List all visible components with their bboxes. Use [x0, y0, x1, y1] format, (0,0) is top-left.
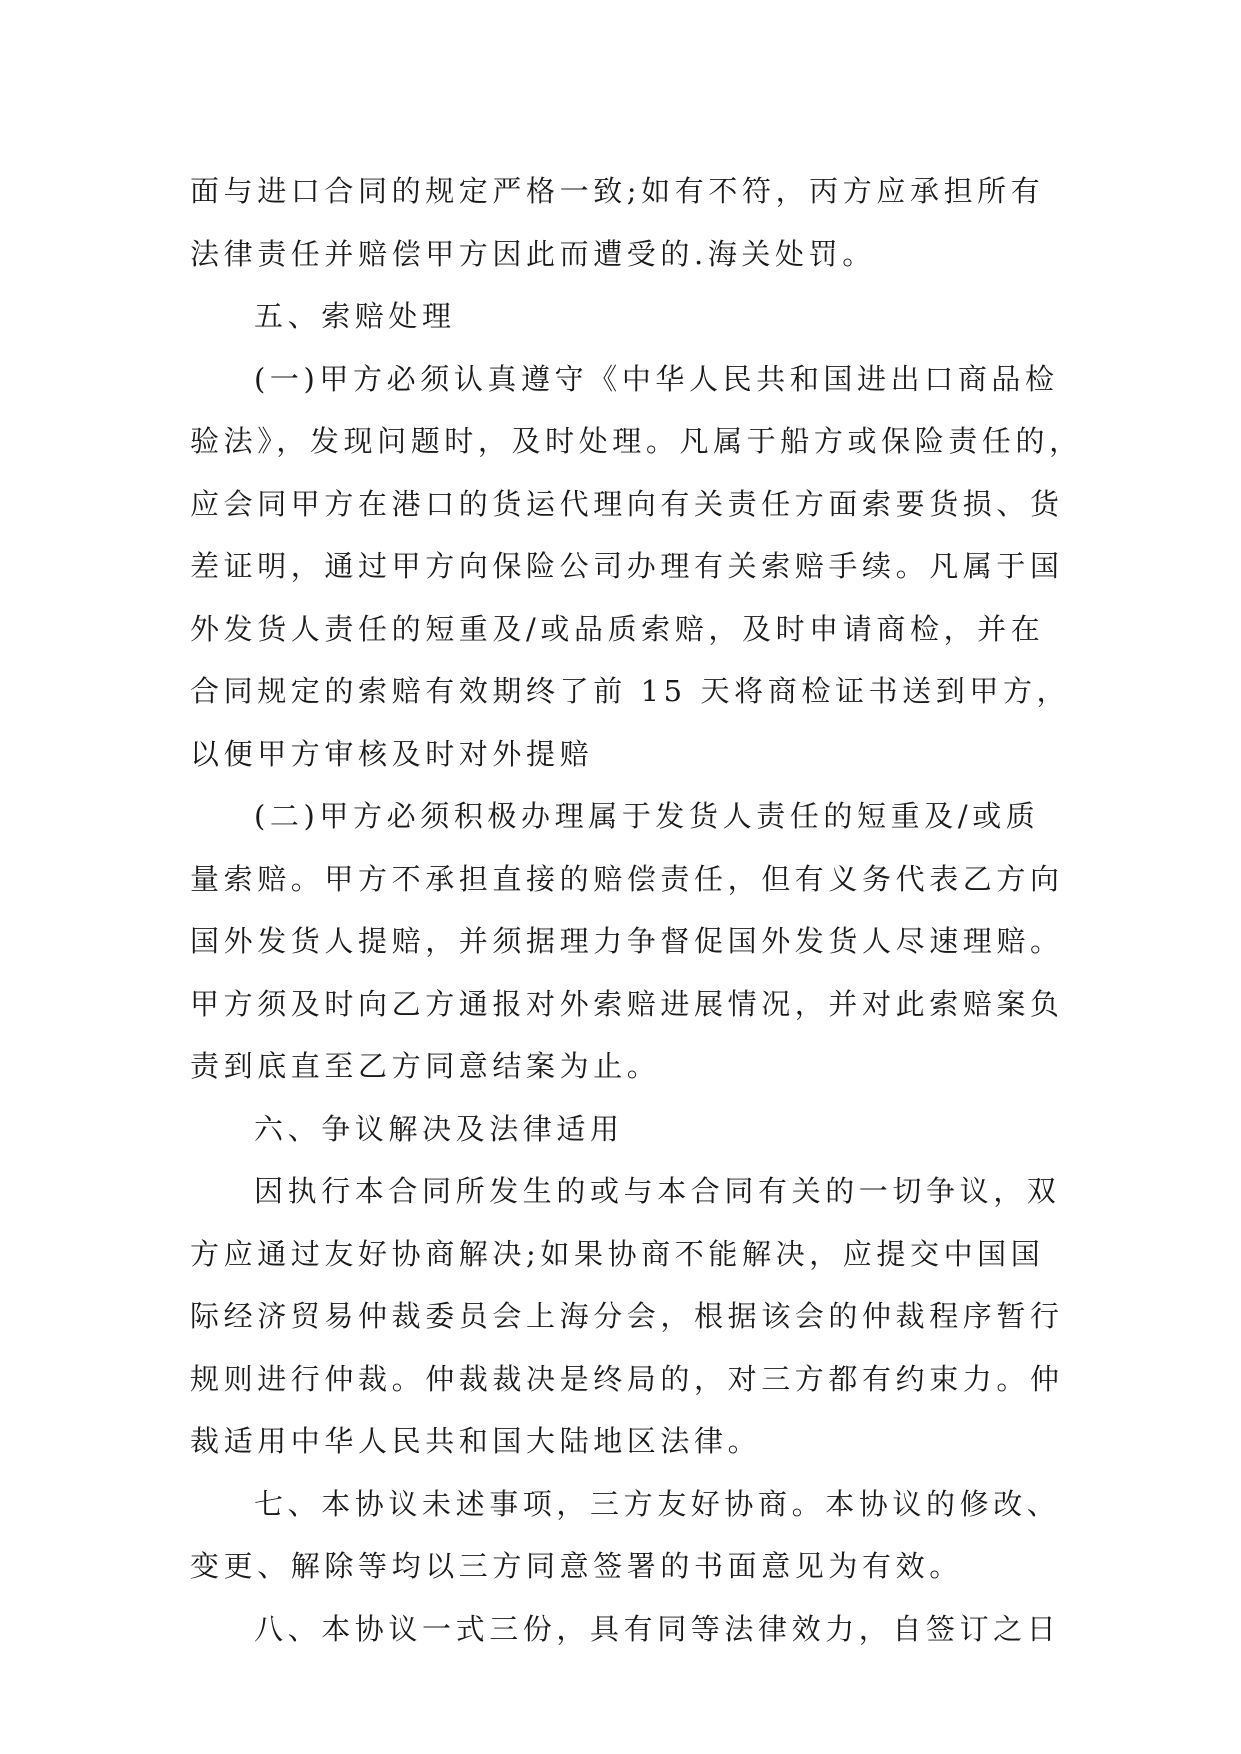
- text-line: 外发货人责任的短重及/或品质索赔，及时申请商检，并在: [190, 611, 1045, 646]
- text-line: 七、本协议未述事项，三方友好协商。本协议的修改、: [254, 1486, 1061, 1521]
- text-line: 因执行本合同所发生的或与本合同有关的一切争议，双: [254, 1174, 1061, 1208]
- text-line: 责到底直至乙方同意结案为止。: [190, 1049, 661, 1083]
- text-line: 量索赔。甲方不承担直接的赔偿责任，但有义务代表乙方向: [190, 861, 1064, 896]
- text-line: 际经济贸易仲裁委员会上海分会，根据该会的仲裁程序暂行: [190, 1299, 1064, 1333]
- text-line: 以便甲方审核及时对外提赔: [190, 736, 594, 771]
- text-line: (一)甲方必须认真遵守《中华人民共和国进出口商品检: [254, 361, 1059, 396]
- text-line: 方应通过友好协商解决;如果协商不能解决，应提交中国国: [190, 1236, 1045, 1271]
- text-line: 验法》，发现问题时，及时处理。凡属于船方或保险责任的，: [190, 424, 1083, 458]
- section-heading: 五、索赔处理: [254, 299, 456, 333]
- text-line: 国外发货人提赔，并须据理力争督促国外发货人尽速理赔。: [190, 924, 1064, 958]
- text-line: 面与进口合同的规定严格一致;如有不符，丙方应承担所有: [190, 174, 1045, 208]
- text-line: 法律责任并赔偿甲方因此而遭受的.海关处罚。: [190, 236, 876, 271]
- text-line: 合同规定的索赔有效期终了前 15 天将商检证书送到甲方，: [190, 674, 1071, 708]
- text-line: (二)甲方必须积极办理属于发货人责任的短重及/或质: [254, 799, 1040, 833]
- text-line: 规则进行仲裁。仲裁裁决是终局的，对三方都有约束力。仲: [190, 1361, 1064, 1396]
- text-line: 八、本协议一式三份，具有同等法律效力，自签订之日: [254, 1611, 1061, 1646]
- text-line: 应会同甲方在港口的货运代理向有关责任方面索要货损、货: [190, 486, 1064, 521]
- text-line: 裁适用中华人民共和国大陆地区法律。: [190, 1424, 762, 1458]
- document-body: [190, 160, 1083, 1660]
- text-line: 甲方须及时向乙方通报对外索赔进展情况，并对此索赔案负: [190, 986, 1064, 1021]
- text-line: 变更、解除等均以三方同意签署的书面意见为有效。: [190, 1549, 963, 1583]
- text-line: 差证明，通过甲方向保险公司办理有关索赔手续。凡属于国: [190, 549, 1064, 583]
- section-heading: 六、争议解决及法律适用: [254, 1111, 624, 1146]
